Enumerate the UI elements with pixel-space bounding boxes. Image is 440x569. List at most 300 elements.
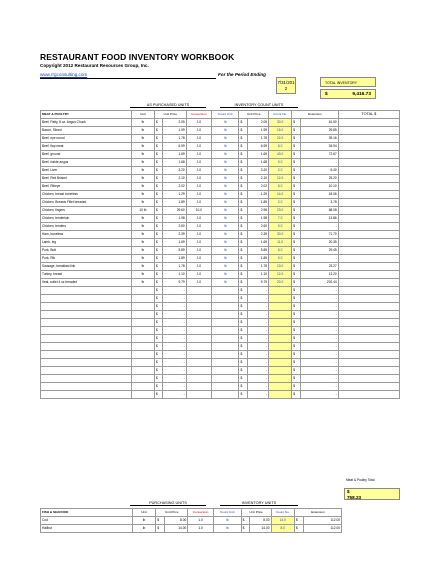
- col-unit-price-count: Unit Price: [241, 509, 271, 517]
- conversion-value[interactable]: 1.0: [186, 191, 211, 199]
- purchase-unit-price[interactable]: 1.10: [163, 271, 186, 279]
- count-number[interactable]: 0.0: [269, 255, 292, 263]
- count-number[interactable]: 14.0: [271, 517, 294, 525]
- item-name[interactable]: [41, 311, 132, 319]
- count-number[interactable]: 5.0: [269, 247, 292, 255]
- item-name[interactable]: Chicken, breast boneless: [41, 191, 132, 199]
- conversion-value[interactable]: 1.0: [186, 151, 211, 159]
- purchase-unit-price[interactable]: 3.20: [163, 167, 186, 175]
- count-number[interactable]: 13.0: [269, 263, 292, 271]
- purchase-unit-price[interactable]: -: [163, 335, 186, 343]
- currency-sign: $: [156, 517, 165, 525]
- count-number[interactable]: 20.0: [269, 279, 292, 287]
- count-unit[interactable]: lb: [212, 167, 239, 175]
- conversion-value[interactable]: 1.0: [186, 199, 211, 207]
- conversion-value[interactable]: [186, 287, 211, 295]
- purchase-unit-price[interactable]: 1.78: [163, 135, 186, 143]
- conversion-value[interactable]: 1.0: [186, 263, 211, 271]
- purchase-unit-price[interactable]: 8.00: [164, 517, 187, 525]
- conversion-value[interactable]: 1.0: [188, 517, 214, 525]
- item-name[interactable]: [41, 359, 132, 367]
- meat-section-title: MEAT & POULTRY: [41, 111, 132, 119]
- count-number[interactable]: [269, 359, 292, 367]
- col-extension: Extension: [294, 509, 341, 517]
- item-name[interactable]: Turkey, breast: [41, 271, 132, 279]
- conversion-value[interactable]: [186, 375, 211, 383]
- item-name[interactable]: [41, 303, 132, 311]
- purchase-unit-price[interactable]: 1.69: [163, 151, 186, 159]
- purchase-unit[interactable]: [131, 343, 154, 351]
- count-number[interactable]: [269, 383, 292, 391]
- currency-sign: $: [155, 335, 163, 343]
- conversion-value[interactable]: [186, 319, 211, 327]
- period-date-cell[interactable]: [276, 77, 296, 94]
- table-row: [41, 335, 400, 343]
- count-unit[interactable]: lb: [212, 191, 239, 199]
- currency-sign: $: [239, 151, 247, 159]
- purchase-unit-price[interactable]: 2.05: [163, 119, 186, 127]
- count-unit[interactable]: lb: [212, 135, 239, 143]
- item-name[interactable]: [41, 383, 132, 391]
- purchase-unit-price[interactable]: -: [163, 287, 186, 295]
- currency-sign: $: [239, 359, 247, 367]
- count-unit[interactable]: [212, 295, 239, 303]
- count-number[interactable]: [269, 327, 292, 335]
- count-unit[interactable]: lb: [212, 223, 239, 231]
- purchase-unit[interactable]: lb: [131, 263, 154, 271]
- count-unit[interactable]: [212, 391, 239, 399]
- count-unit[interactable]: [212, 303, 239, 311]
- item-name[interactable]: [41, 335, 132, 343]
- purchase-unit-price[interactable]: 1.98: [163, 215, 186, 223]
- purchase-unit[interactable]: lb: [131, 159, 154, 167]
- count-unit[interactable]: lb: [212, 255, 239, 263]
- currency-sign: $: [239, 183, 247, 191]
- col-unit: Unit: [131, 111, 154, 119]
- purchase-unit-price[interactable]: -: [163, 303, 186, 311]
- purchase-unit[interactable]: lb: [131, 151, 154, 159]
- purchase-unit[interactable]: lb: [131, 239, 154, 247]
- count-unit[interactable]: [212, 311, 239, 319]
- count-number[interactable]: 23.0: [269, 207, 292, 215]
- currency-sign: $: [155, 327, 163, 335]
- currency-sign: $: [155, 135, 163, 143]
- currency-sign: $: [292, 271, 300, 279]
- purchase-unit-price[interactable]: -: [163, 375, 186, 383]
- currency-sign: $: [155, 375, 163, 383]
- col-conversion: Conversion: [188, 509, 214, 517]
- purchase-unit-price[interactable]: -: [163, 383, 186, 391]
- count-unit[interactable]: lb: [213, 517, 241, 525]
- table-row: [41, 327, 400, 335]
- col-unit-price-count: Unit Price: [239, 111, 269, 119]
- count-unit[interactable]: lb: [212, 159, 239, 167]
- count-unit[interactable]: [212, 359, 239, 367]
- purchase-unit-price[interactable]: 5.89: [163, 247, 186, 255]
- conversion-value[interactable]: 1.0: [186, 127, 211, 135]
- count-unit-price: 6.99: [247, 143, 268, 151]
- count-unit-price: 1.69: [247, 151, 268, 159]
- count-number[interactable]: [269, 367, 292, 375]
- count-unit[interactable]: [212, 287, 239, 295]
- total-cell: [338, 279, 399, 287]
- count-number[interactable]: [269, 295, 292, 303]
- count-unit[interactable]: lb: [212, 231, 239, 239]
- item-name[interactable]: Pork, Butt: [41, 247, 132, 255]
- currency-sign: $: [239, 303, 247, 311]
- currency-sign: $: [155, 303, 163, 311]
- count-unit[interactable]: lb: [212, 247, 239, 255]
- purchase-unit[interactable]: [131, 295, 154, 303]
- count-number[interactable]: 12.0: [269, 271, 292, 279]
- item-name[interactable]: Beef, Liver: [41, 167, 132, 175]
- purchase-unit[interactable]: [131, 375, 154, 383]
- count-number[interactable]: 8.0: [271, 525, 294, 533]
- currency-sign: $: [239, 175, 247, 183]
- count-number[interactable]: [269, 303, 292, 311]
- item-name[interactable]: Bacon, Sliced: [41, 127, 132, 135]
- count-number[interactable]: 15.0: [269, 127, 292, 135]
- purchase-unit[interactable]: lb: [131, 143, 154, 151]
- count-number[interactable]: [269, 319, 292, 327]
- item-name[interactable]: Chicken, tenderloin: [41, 215, 132, 223]
- purchase-unit-price[interactable]: 1.78: [163, 263, 186, 271]
- item-name[interactable]: Lamb, leg: [41, 239, 132, 247]
- item-name[interactable]: Beef, flap meat: [41, 143, 132, 151]
- currency-sign: $: [325, 92, 328, 97]
- item-name[interactable]: Chicken, tenders: [41, 223, 132, 231]
- item-name[interactable]: Beef, eye round: [41, 135, 132, 143]
- conversion-value[interactable]: 1.0: [186, 215, 211, 223]
- item-name[interactable]: Halibut: [41, 525, 133, 533]
- conversion-value[interactable]: [186, 335, 211, 343]
- conversion-value[interactable]: [186, 351, 211, 359]
- conversion-value[interactable]: 1.0: [186, 247, 211, 255]
- purchase-unit[interactable]: lb: [132, 517, 155, 525]
- purchase-unit-price[interactable]: -: [163, 295, 186, 303]
- extension-value: -: [300, 319, 338, 327]
- conversion-value[interactable]: [186, 359, 211, 367]
- count-unit[interactable]: lb: [212, 151, 239, 159]
- item-name[interactable]: [41, 319, 132, 327]
- item-name[interactable]: Cod: [41, 517, 133, 525]
- currency-sign: $: [155, 231, 163, 239]
- conversion-value[interactable]: [186, 343, 211, 351]
- currency-sign: $: [155, 167, 163, 175]
- currency-sign: $: [155, 263, 163, 271]
- table-row: [41, 311, 400, 319]
- table-row: [41, 167, 400, 175]
- currency-sign: $: [239, 199, 247, 207]
- count-unit[interactable]: [212, 335, 239, 343]
- currency-sign: $: [155, 183, 163, 191]
- count-number[interactable]: 12.0: [269, 175, 292, 183]
- currency-sign: $: [239, 335, 247, 343]
- count-number[interactable]: 43.0: [269, 151, 292, 159]
- extension-value: 13.20: [300, 271, 338, 279]
- purchase-unit-price[interactable]: 1.29: [163, 191, 186, 199]
- item-name[interactable]: Chicken, Breasts Fillet breaded: [41, 199, 132, 207]
- purchase-unit-price[interactable]: -: [163, 319, 186, 327]
- item-name[interactable]: Chicken, fingers: [41, 207, 132, 215]
- count-unit-price: 1.29: [247, 191, 268, 199]
- currency-sign: $: [292, 311, 300, 319]
- conversion-value[interactable]: 1.0: [186, 119, 211, 127]
- count-unit[interactable]: lb: [212, 279, 239, 287]
- count-number[interactable]: 11.0: [269, 239, 292, 247]
- table-row: [41, 231, 400, 239]
- conversion-value[interactable]: 10.0: [186, 207, 211, 215]
- purchase-unit-price[interactable]: 2.39: [163, 231, 186, 239]
- item-name[interactable]: [41, 367, 132, 375]
- count-unit[interactable]: lb: [212, 183, 239, 191]
- item-name[interactable]: Beef, Patty, 8 oz. Angus Chuck: [41, 119, 132, 127]
- count-unit[interactable]: lb: [212, 119, 239, 127]
- purchase-unit-price[interactable]: -: [163, 327, 186, 335]
- col-count-unit: Count Unit: [213, 509, 241, 517]
- count-unit-price: 2.02: [247, 183, 268, 191]
- purchase-unit-price[interactable]: 2.02: [163, 183, 186, 191]
- count-number[interactable]: [269, 391, 292, 399]
- conversion-value[interactable]: [186, 311, 211, 319]
- count-unit-price: 3.20: [247, 167, 268, 175]
- count-number[interactable]: 5.0: [269, 143, 292, 151]
- conversion-value[interactable]: 1.0: [186, 159, 211, 167]
- extension-value: -: [300, 335, 338, 343]
- total-cell: [338, 207, 399, 215]
- count-unit[interactable]: lb: [212, 263, 239, 271]
- purchase-unit[interactable]: [131, 327, 154, 335]
- count-unit-price: 1.69: [247, 239, 268, 247]
- item-name[interactable]: [41, 351, 132, 359]
- conversion-value[interactable]: 1.0: [186, 223, 211, 231]
- purchase-unit[interactable]: lb: [131, 135, 154, 143]
- item-name[interactable]: Ham, boneless: [41, 231, 132, 239]
- count-unit[interactable]: [212, 375, 239, 383]
- purchase-unit[interactable]: lb: [131, 191, 154, 199]
- count-number[interactable]: 30.0: [269, 231, 292, 239]
- extension-value: 29.45: [300, 247, 338, 255]
- count-unit[interactable]: [212, 383, 239, 391]
- purchase-unit-price[interactable]: 2.10: [163, 175, 186, 183]
- conversion-value[interactable]: [186, 391, 211, 399]
- purchase-unit-price[interactable]: 1.89: [163, 255, 186, 263]
- purchase-unit[interactable]: [131, 383, 154, 391]
- count-unit[interactable]: [212, 367, 239, 375]
- count-unit[interactable]: [212, 327, 239, 335]
- currency-sign: $: [292, 191, 300, 199]
- count-unit[interactable]: [212, 343, 239, 351]
- item-name[interactable]: Beef, Red Brisket: [41, 175, 132, 183]
- purchase-unit-price[interactable]: -: [163, 359, 186, 367]
- item-name[interactable]: Veal, cutlet 4 oz breaded: [41, 279, 132, 287]
- count-unit[interactable]: lb: [212, 207, 239, 215]
- total-cell: [338, 191, 399, 199]
- currency-sign: $: [155, 127, 163, 135]
- purchase-unit[interactable]: [131, 391, 154, 399]
- item-name[interactable]: Beef, ground: [41, 151, 132, 159]
- purchase-unit[interactable]: [131, 311, 154, 319]
- conversion-value[interactable]: 1.0: [186, 279, 211, 287]
- purchase-unit-price[interactable]: 29.60: [163, 207, 186, 215]
- count-number[interactable]: [269, 335, 292, 343]
- count-unit[interactable]: lb: [212, 199, 239, 207]
- conversion-value[interactable]: 1.0: [186, 239, 211, 247]
- currency-sign: $: [292, 359, 300, 367]
- item-name[interactable]: [41, 295, 132, 303]
- conversion-value[interactable]: [186, 383, 211, 391]
- purchase-unit[interactable]: [131, 359, 154, 367]
- as-purchased-units-header: AS PURCHASED UNITS: [130, 103, 206, 108]
- extension-value: 39.16: [300, 135, 338, 143]
- purchase-unit-price[interactable]: 1.89: [163, 199, 186, 207]
- currency-sign: $: [292, 367, 300, 375]
- count-number[interactable]: 30.0: [269, 119, 292, 127]
- purchase-unit[interactable]: lb: [131, 167, 154, 175]
- conversion-value[interactable]: 1.0: [186, 135, 211, 143]
- count-number[interactable]: 7.0: [269, 215, 292, 223]
- count-number[interactable]: [269, 343, 292, 351]
- conversion-value[interactable]: 1.0: [186, 231, 211, 239]
- purchase-unit[interactable]: lb: [131, 199, 154, 207]
- purchase-unit[interactable]: lb: [131, 247, 154, 255]
- purchase-unit[interactable]: [131, 335, 154, 343]
- conversion-value[interactable]: 1.0: [186, 175, 211, 183]
- purchase-unit[interactable]: [131, 319, 154, 327]
- purchase-unit[interactable]: lb: [131, 255, 154, 263]
- item-name[interactable]: [41, 343, 132, 351]
- count-unit[interactable]: lb: [212, 215, 239, 223]
- count-unit[interactable]: [212, 319, 239, 327]
- count-unit[interactable]: lb: [212, 271, 239, 279]
- item-name[interactable]: Beef, inside angus: [41, 159, 132, 167]
- purchase-unit[interactable]: [131, 367, 154, 375]
- count-unit[interactable]: lb: [212, 143, 239, 151]
- purchase-unit-price[interactable]: -: [163, 351, 186, 359]
- count-unit-price: 2.05: [247, 119, 268, 127]
- purchase-unit[interactable]: [131, 303, 154, 311]
- purchase-unit[interactable]: 10 lb: [131, 207, 154, 215]
- count-number[interactable]: 2.0: [269, 199, 292, 207]
- count-unit[interactable]: lb: [212, 127, 239, 135]
- purchase-unit[interactable]: lb: [131, 271, 154, 279]
- purchase-unit-price[interactable]: -: [163, 391, 186, 399]
- total-cell: [338, 343, 399, 351]
- count-unit[interactable]: [212, 351, 239, 359]
- item-name[interactable]: [41, 327, 132, 335]
- conversion-value[interactable]: 1.0: [186, 271, 211, 279]
- count-number[interactable]: 2.0: [269, 167, 292, 175]
- count-number[interactable]: [269, 287, 292, 295]
- table-row: [41, 207, 400, 215]
- count-number[interactable]: [269, 375, 292, 383]
- count-number[interactable]: 0.0: [269, 223, 292, 231]
- conversion-value[interactable]: 1.0: [186, 167, 211, 175]
- purchase-unit-price[interactable]: 14.00: [164, 525, 187, 533]
- currency-sign: $: [155, 279, 163, 287]
- col-count-no: Count No.: [269, 111, 292, 119]
- count-unit[interactable]: lb: [212, 175, 239, 183]
- inventory-units-header: INVENTORY UNITS: [220, 501, 298, 506]
- item-name[interactable]: Sausage, breakfast link: [41, 263, 132, 271]
- table-row: [41, 391, 400, 399]
- purchase-unit[interactable]: [131, 287, 154, 295]
- purchase-unit-price[interactable]: -: [163, 367, 186, 375]
- count-unit[interactable]: lb: [213, 525, 241, 533]
- purchase-unit-price[interactable]: -: [163, 343, 186, 351]
- total-cell: [338, 287, 399, 295]
- purchase-unit[interactable]: lb: [131, 119, 154, 127]
- count-number[interactable]: 14.0: [269, 191, 292, 199]
- purchase-unit-price[interactable]: 9.79: [163, 279, 186, 287]
- count-unit-price: 2.39: [247, 231, 268, 239]
- purchase-unit-price[interactable]: -: [163, 311, 186, 319]
- purchase-unit[interactable]: lb: [132, 525, 155, 533]
- item-name[interactable]: Beef, Ribeye: [41, 183, 132, 191]
- count-number[interactable]: 0.0: [269, 159, 292, 167]
- currency-sign: $: [239, 327, 247, 335]
- item-name[interactable]: [41, 375, 132, 383]
- conversion-value[interactable]: 1.0: [186, 143, 211, 151]
- conversion-value[interactable]: [186, 303, 211, 311]
- purchase-unit-price[interactable]: 1.99: [163, 127, 186, 135]
- total-cell: [338, 359, 399, 367]
- extension-value: -: [300, 367, 338, 375]
- currency-sign: $: [239, 351, 247, 359]
- purchase-unit[interactable]: lb: [131, 231, 154, 239]
- purchase-unit[interactable]: [131, 351, 154, 359]
- currency-sign: $: [292, 207, 300, 215]
- purchase-unit-price[interactable]: 1.68: [163, 159, 186, 167]
- item-name[interactable]: [41, 391, 132, 399]
- currency-sign: $: [155, 215, 163, 223]
- purchase-unit[interactable]: lb: [131, 175, 154, 183]
- count-number[interactable]: [269, 311, 292, 319]
- purchase-unit[interactable]: lb: [131, 183, 154, 191]
- conversion-value[interactable]: 1.0: [186, 183, 211, 191]
- currency-sign: $: [292, 151, 300, 159]
- conversion-value[interactable]: 1.0: [188, 525, 214, 533]
- currency-sign: $: [292, 223, 300, 231]
- purchase-unit-price[interactable]: 1.69: [163, 239, 186, 247]
- conversion-value[interactable]: 1.0: [186, 255, 211, 263]
- item-name[interactable]: [41, 287, 132, 295]
- conversion-value[interactable]: [186, 295, 211, 303]
- purchase-unit[interactable]: lb: [131, 215, 154, 223]
- purchase-unit[interactable]: lb: [131, 127, 154, 135]
- table-row: [41, 151, 400, 159]
- count-unit-price: -: [247, 327, 268, 335]
- count-unit[interactable]: lb: [212, 239, 239, 247]
- conversion-value[interactable]: [186, 367, 211, 375]
- currency-sign: $: [239, 391, 247, 399]
- table-row: [41, 135, 400, 143]
- purchase-unit[interactable]: lb: [131, 279, 154, 287]
- website-link[interactable]: www.rrgconsulting.com: [40, 72, 88, 77]
- table-row: [41, 383, 400, 391]
- count-number[interactable]: 5.0: [269, 183, 292, 191]
- purchase-unit-price[interactable]: 6.99: [163, 143, 186, 151]
- item-name[interactable]: Pork, Rib: [41, 255, 132, 263]
- purchase-unit[interactable]: lb: [131, 223, 154, 231]
- currency-sign: $: [156, 525, 165, 533]
- currency-sign: $: [239, 159, 247, 167]
- conversion-value[interactable]: [186, 327, 211, 335]
- count-number[interactable]: [269, 351, 292, 359]
- count-number[interactable]: 22.0: [269, 135, 292, 143]
- purchase-unit-price[interactable]: 2.60: [163, 223, 186, 231]
- extension-value: -: [300, 359, 338, 367]
